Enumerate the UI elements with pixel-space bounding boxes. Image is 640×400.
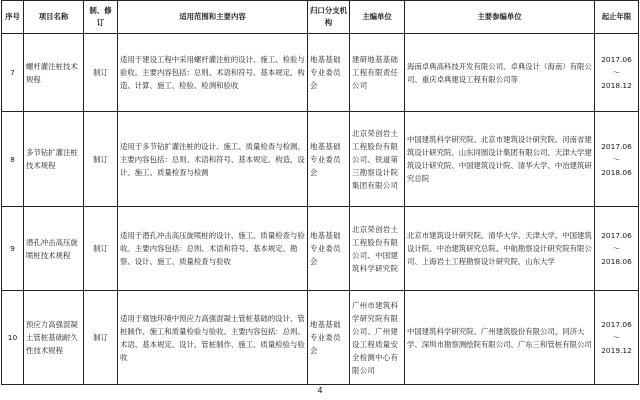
row-type: 制订 — [84, 112, 118, 207]
row-dept: 地基基础专业委员会 — [308, 112, 350, 207]
row-period — [595, 112, 639, 207]
period-sep: ～ — [612, 244, 621, 253]
row-scope: 适用于腐蚀环境中预应力高强混凝土管桩基础的设计、管桩制作、施工和质量检验与验收。主要内容包括：总则、术语、基本规定、设计、管桩制作、施工、质量检验与验收 — [118, 291, 308, 385]
period-start: 2017.06 — [601, 55, 632, 64]
row-participants: 中国建筑科学研究院、北京市建筑设计研究院、河南省建筑设计研究院、山东同圆设计集团有限公司、天津大学建筑设计研究院、中国建筑设计院、清华大学、中冶建筑研究总院 — [405, 112, 595, 207]
row-period — [595, 291, 639, 385]
row-name: 多节钻扩灌注桩技术规程 — [24, 112, 84, 207]
header-participants: 主要参编单位 — [405, 1, 595, 34]
table-row — [2, 34, 639, 112]
row-scope: 适用于建设工程中采用螺杆灌注桩的设计、施工、检验与验收。主要内容包括：总则、术语和符号、基本规定、构造、计算、施工、检验、检测和验收 — [118, 34, 308, 112]
table-row — [2, 207, 639, 291]
period-sep: ～ — [612, 68, 621, 77]
page-number: 4 — [317, 386, 323, 395]
row-period — [595, 34, 639, 112]
row-participants: 海南卓典高科技开发有限公司、卓典设计（海南）有限公司、重庆卓典建设工程有限公司等 — [405, 34, 595, 112]
row-name: 预应力高强混凝土管桩基础耐久性技术规程 — [24, 291, 84, 385]
header-no: 序号 — [2, 1, 24, 34]
row-no: 8 — [2, 112, 24, 207]
row-chief: 北京荣创岩土工程股份有限公司、中国建筑科学研究院 — [350, 207, 405, 291]
header-type: 制、修订 — [84, 1, 118, 34]
row-type: 制订 — [84, 207, 118, 291]
period-start: 2017.06 — [601, 141, 632, 151]
header-chief: 主编单位 — [350, 1, 405, 34]
row-chief: 建研地基基础工程有限责任公司 — [350, 34, 405, 112]
period-end: 2018.06 — [601, 167, 632, 177]
row-participants: 中国建筑科学研究院、广州建筑股份有限公司、同济大学、深圳市勘察测绘院有限公司、广东三和管桩有限公司 — [405, 291, 595, 385]
period-end: 2018.12 — [601, 81, 632, 90]
row-type: 制订 — [84, 34, 118, 112]
row-scope: 适用于潜孔冲击高压旋喷桩的设计、施工、质量检查与验收。主要内容包括：总则、术语和符号、基本规定、勘察、设计、施工、质量检查与验收 — [118, 207, 308, 291]
row-name: 螺杆灌注桩技术规程 — [24, 34, 84, 112]
row-chief: 广州市建筑科学研究院有限公司、广州建设工程质量安全检测中心有限公司 — [350, 291, 405, 385]
header-name: 项目名称 — [24, 1, 84, 34]
row-type: 制订 — [84, 291, 118, 385]
header-dept: 归口分支机构 — [308, 1, 350, 34]
period-start: 2017.06 — [601, 320, 632, 329]
table-row — [2, 112, 639, 207]
period-end: 2019.12 — [601, 346, 632, 355]
header-row — [2, 1, 639, 34]
header-period: 起止年限 — [595, 1, 639, 34]
row-participants: 北京市建筑设计研究院、清华大学、天津大学、中国建筑设计院、中冶建筑研究总院、中航勘察设计研究院有限公司、上海岩土工程勘察设计研究院、山东大学 — [405, 207, 595, 291]
row-dept: 地基基础专业委员会 — [308, 34, 350, 112]
row-no: 7 — [2, 34, 24, 112]
row-dept: 地基基础专业委员会 — [308, 207, 350, 291]
header-scope: 适用范围和主要内容 — [118, 1, 308, 34]
period-sep: ～ — [612, 154, 621, 164]
period-end: 2018.06 — [601, 257, 632, 266]
row-no: 10 — [2, 291, 24, 385]
row-dept: 地基基础专业委员会 — [308, 291, 350, 385]
row-scope: 适用于多节钻扩灌注桩的设计、施工、质量检查与检测。主要内容包括：总则、术语和符号、基本规定、构造、设计、施工、质量检查与检测 — [118, 112, 308, 207]
row-name: 潜孔冲击高压旋喷桩技术规程 — [24, 207, 84, 291]
row-chief: 北京荣创岩土工程股份有限公司、铁道第三勘察设计院集团有限公司 — [350, 112, 405, 207]
period-start: 2017.06 — [601, 231, 632, 240]
row-no: 9 — [2, 207, 24, 291]
table-row — [2, 291, 639, 385]
standards-table — [1, 0, 639, 385]
period-sep: ～ — [612, 333, 621, 342]
row-period — [595, 207, 639, 291]
